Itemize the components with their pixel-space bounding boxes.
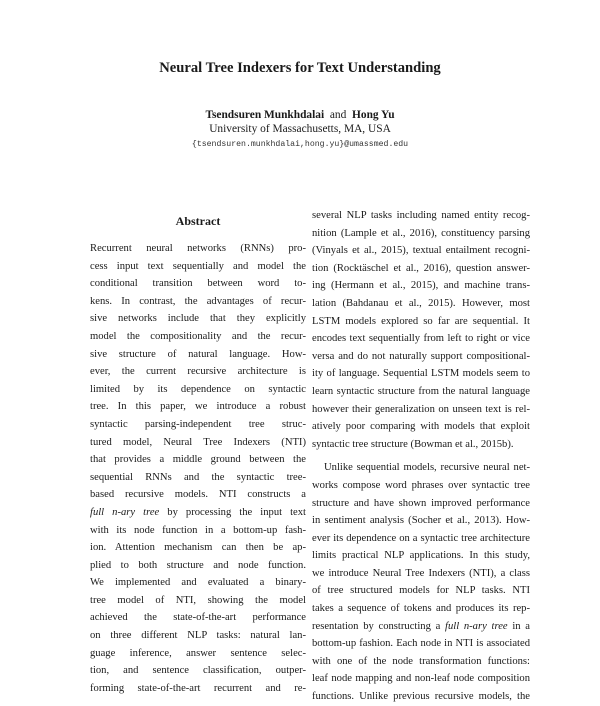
intro-line: tion (Rocktäschel et al., 2016), question answer- <box>312 262 530 274</box>
intro-line-start: resentation by constructing a <box>312 620 441 632</box>
abstract-line: tion, and sentence classification, outper- <box>90 665 306 677</box>
abstract-line: sive structure of natural language. How- <box>90 348 306 360</box>
intro-line: nition (Lample et al., 2016), constituency parsing <box>312 227 530 239</box>
author-names <box>0 108 600 122</box>
intro-line: of tree structured models for NLP tasks. NTI <box>312 585 530 597</box>
abstract-line: sequential RNNs and the syntactic tree- <box>90 471 306 483</box>
italic-term: full n-ary tree <box>445 620 508 632</box>
intro-line: with one of the node transformation functions: <box>312 655 530 667</box>
intro-line: learn syntactic structure from the natural language <box>312 385 530 397</box>
intro-line: however their generalization on unseen text is rel- <box>312 403 530 415</box>
affiliation: University of Massachusetts, MA, USA <box>209 123 391 135</box>
intro-line: we introduce Neural Tree Indexers (NTI), a class <box>312 567 530 579</box>
intro-line: syntactic tree structure (Bowman et al., 2015b). <box>312 438 514 450</box>
abstract-line: with its node function in a bottom-up fash- <box>90 524 306 536</box>
abstract-line: model the compositionality and the recur- <box>90 330 306 342</box>
intro-line: Unlike sequential models, recursive neural net- <box>324 462 530 474</box>
intro-line: versa and do not naturally support compositional- <box>312 350 530 362</box>
intro-line: encodes text sequentially from left to right or vice <box>312 333 530 345</box>
author-2: Hong Yu <box>352 109 395 121</box>
intro-line: ity of language. Sequential LSTM models seem to <box>312 368 530 380</box>
intro-line: limits practical NLP applications. In this study, <box>312 550 530 562</box>
abstract-line: limited by its dependence on syntactic <box>90 383 306 395</box>
intro-line: atively poor comparing with models that exploit <box>312 421 530 433</box>
intro-line: (Vinyals et al., 2015), textual entailment recogni- <box>312 245 530 257</box>
abstract-line: Recurrent neural networks (RNNs) pro- <box>90 243 306 254</box>
author-block <box>0 108 600 152</box>
abstract-line: sive networks include that they explicitly <box>90 313 306 325</box>
intro-line: LSTM models explored so far are sequential. It <box>312 315 530 327</box>
intro-line: several NLP tasks including named entity recog- <box>312 210 530 221</box>
abstract-line: We implemented and evaluated a binary- <box>90 577 306 589</box>
italic-term: full n-ary tree <box>90 506 160 518</box>
abstract-line-rest: by processing the input text <box>167 506 306 518</box>
intro-body <box>312 207 530 706</box>
abstract-line: ever, the current recursive architecture is <box>90 366 306 378</box>
intro-line: bottom-up fashion. Each node in NTI is associated <box>312 638 530 650</box>
intro-line: structure and have shown improved performance <box>312 497 530 509</box>
abstract-line: forming state-of-the-art recurrent and re- <box>90 682 306 694</box>
abstract-line: achieved the state-of-the-art performance <box>90 612 306 624</box>
abstract-heading: Abstract <box>175 214 221 228</box>
abstract-line: ion. Attention mechanism can then be ap- <box>90 542 306 554</box>
intro-line-with-term <box>312 618 530 636</box>
abstract-line: based recursive models. NTI constructs a <box>90 489 306 501</box>
intro-line: functions. Unlike previous recursive models, the <box>312 691 530 703</box>
abstract-line: guage inference, answer sentence selec- <box>90 647 306 659</box>
intro-line-end: in a <box>512 620 530 632</box>
intro-line: works compose word phrases over syntactic tree <box>312 479 530 491</box>
abstract-line: tured model, Neural Tree Indexers (NTI) <box>90 436 306 448</box>
author-emails: {tsendsuren.munkhdalai,hong.yu}@umassmed.edu <box>191 140 409 149</box>
abstract-line: that provides a middle ground between the <box>90 454 306 466</box>
paper-title: Neural Tree Indexers for Text Understanding <box>159 60 441 76</box>
abstract-line-with-term <box>90 504 306 522</box>
intro-line: in sentiment analysis (Socher et al., 2013). How- <box>312 515 530 527</box>
abstract-line: kens. In contrast, the advantages of recur- <box>90 295 306 307</box>
author-conjunction: and <box>329 109 347 121</box>
abstract-line: conditional transition between word to- <box>90 278 306 290</box>
abstract-line: tree. In this paper, we introduce a robust <box>90 401 306 413</box>
intro-line: lation (Bahdanau et al., 2015). However, most <box>312 297 530 309</box>
author-1: Tsendsuren Munkhdalai <box>205 109 325 121</box>
intro-line: takes a sequence of tokens and produces its rep- <box>312 603 530 615</box>
intro-paragraph-1 <box>312 207 530 453</box>
abstract-line: cess input text sequentially and model the <box>90 260 306 272</box>
abstract-body <box>90 240 306 697</box>
abstract-line: tree model of NTI, showing the model <box>90 594 306 606</box>
abstract-line: syntactic parsing-independent tree struc- <box>90 418 306 430</box>
intro-paragraph-2 <box>312 459 530 705</box>
intro-line: ever its dependence on a syntactic tree architecture <box>312 532 530 544</box>
intro-line: leaf node mapping and non-leaf node composition <box>312 673 530 685</box>
abstract-line: plied to both structure and node function. <box>90 559 306 571</box>
intro-line: ing (Hermann et al., 2015), and machine trans- <box>312 280 530 292</box>
abstract-line: on three different NLP tasks: natural lan- <box>90 630 306 642</box>
